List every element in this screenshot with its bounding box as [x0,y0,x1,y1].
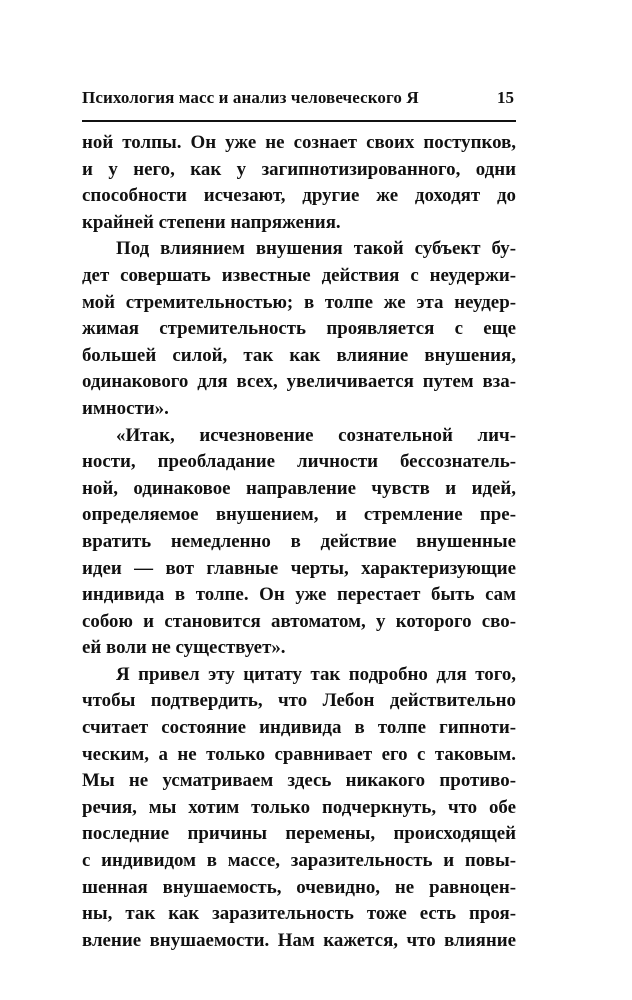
text-line: вратить немедленно в действие внушенные [82,530,516,552]
text-line: ной, одинаковое направление чувств и идей, [82,477,516,499]
body-text [82,130,516,954]
text-line: вление внушаемости. Нам кажется, что влияние [82,929,516,951]
running-header [82,80,516,122]
text-line: шенная внушаемость, очевидно, не равноцен- [82,876,516,898]
text-line: крайней степени напряжения. [82,211,341,233]
text-line: мой стремительностью; в толпе же эта неудер- [82,291,516,313]
text-line: последние причины перемены, происходящей [82,823,516,845]
text-line: Я привел эту цитату так подробно для того, [116,663,516,685]
text-line: ной толпы. Он уже не сознает своих поступков, [82,132,516,153]
text-line: имности». [82,397,169,419]
text-line: дет совершать известные действия с неудержи- [82,264,516,286]
text-line: ческим, а не только сравнивает его с таковым. [82,743,516,765]
text-line: с индивидом в массе, заразительность и повы- [82,850,516,872]
running-header-title: Психология масс и анализ человеческого Я [82,88,419,107]
text-line: определяемое внушением, и стремление пре- [82,504,516,526]
text-line: Под влиянием внушения такой субъект бу- [116,238,516,260]
text-line: большей силой, так как влияние внушения, [82,344,516,366]
text-line: Мы не усматриваем здесь никакого противо- [82,770,516,792]
text-line: одинакового для всех, увеличивается путем вза- [82,371,516,393]
text-line: способности исчезают, другие же доходят до [82,185,516,207]
text-line: индивида в толпе. Он уже перестает быть сам [82,584,516,606]
text-line: жимая стремительность проявляется с еще [82,318,516,340]
text-line: собою и становится автоматом, у которого сво- [82,610,516,632]
text-line: ей воли не существует». [82,637,286,659]
text-line: чтобы подтвердить, что Лебон действительно [82,690,516,712]
text-line: и у него, как у загипнотизированного, одни [82,158,516,180]
text-line: идеи — вот главные черты, характеризующие [82,557,516,579]
text-line: речия, мы хотим только подчеркнуть, что обе [82,796,516,818]
text-line: ности, преобладание личности бессознатель- [82,451,516,473]
text-line: ны, так как заразительность тоже есть проя- [82,903,516,925]
text-line: «Итак, исчезновение сознательной лич- [116,424,516,446]
page-number: 15 [497,88,514,107]
text-line: считает состояние индивида в толпе гипноти- [82,717,516,739]
